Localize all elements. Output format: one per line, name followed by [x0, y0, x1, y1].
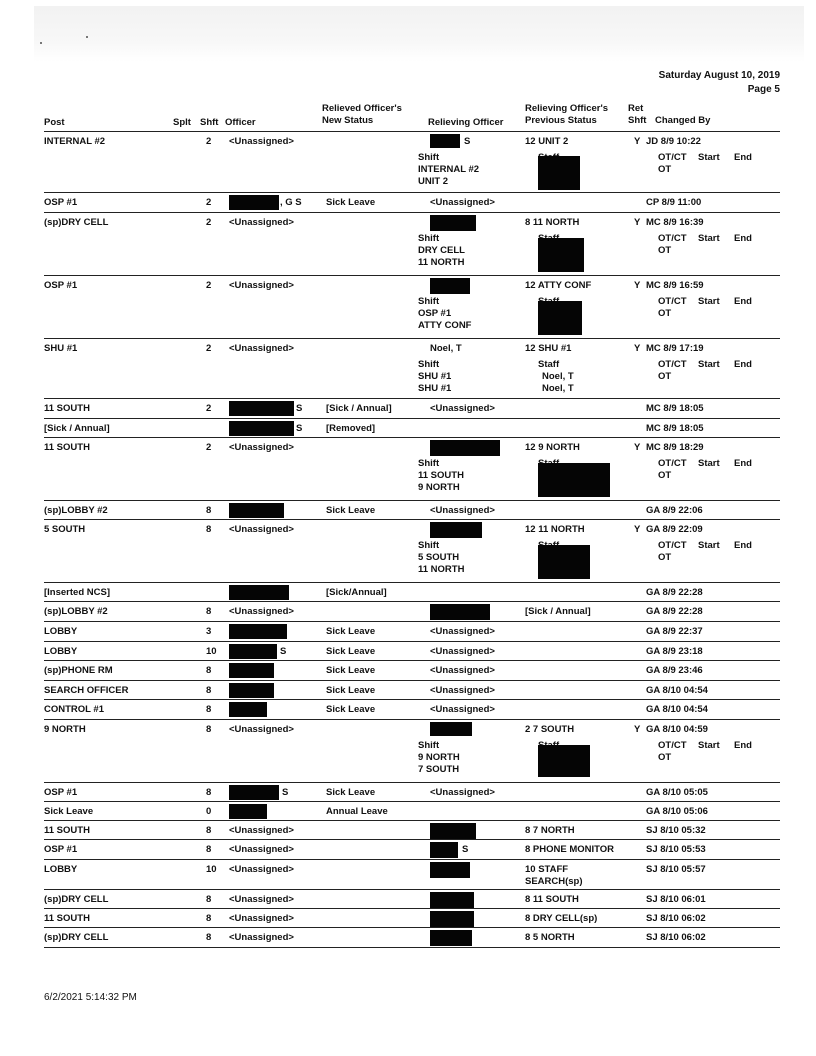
changed-by-cell: CP 8/9 11:00	[646, 197, 702, 208]
officer-suffix: S	[282, 787, 289, 798]
new-status-cell: Sick Leave	[326, 787, 376, 798]
relieving-redaction	[430, 911, 474, 927]
table-row	[44, 860, 780, 890]
scan-shading	[34, 6, 804, 62]
changed-by-cell: MC 8/9 18:05	[646, 423, 704, 434]
col-shft: Shft	[200, 117, 219, 128]
ret-cell: Y	[634, 724, 641, 735]
start-label: Start	[698, 152, 720, 163]
relieving-cell: <Unassigned>	[430, 505, 495, 516]
post-cell: (sp)DRY CELL	[44, 932, 109, 943]
prev-status-cell: 8 5 NORTH	[525, 932, 575, 943]
prev-status-cell: 12 UNIT 2	[525, 136, 569, 147]
ret-cell: Y	[634, 136, 641, 147]
ot-label: OT	[658, 752, 672, 763]
col-post: Post	[44, 117, 65, 128]
col-splt: Splt	[173, 117, 191, 128]
changed-by-cell: GA 8/9 22:28	[646, 587, 703, 598]
shft-cell: 8	[206, 724, 212, 735]
prev-status-cell: 8 PHONE MONITOR	[525, 844, 615, 855]
shift-line: 11 SOUTH	[418, 470, 464, 481]
shift-line: 9 NORTH	[418, 752, 460, 763]
table-row	[44, 193, 780, 213]
shift-line: 7 SOUTH	[418, 764, 460, 775]
changed-by-cell: MC 8/9 16:39	[646, 217, 704, 228]
changed-by-cell: SJ 8/10 05:53	[646, 844, 706, 855]
officer-redaction	[229, 503, 284, 518]
otct-label: OT/CT	[658, 233, 687, 244]
otct-label: OT/CT	[658, 152, 687, 163]
relieving-redaction	[430, 823, 476, 839]
officer-redaction	[229, 195, 279, 210]
start-label: Start	[698, 740, 720, 751]
staff-line: Noel, T	[542, 383, 574, 394]
prev-status-cell: 12 9 NORTH	[525, 442, 580, 453]
shft-cell: 8	[206, 685, 212, 696]
start-label: Start	[698, 359, 720, 370]
end-label: End	[734, 740, 752, 751]
post-cell: (sp)LOBBY #2	[44, 606, 108, 617]
relieving-cell: <Unassigned>	[430, 403, 495, 414]
col-prev-status-2: Previous Status	[525, 115, 597, 126]
officer-redaction	[229, 585, 289, 600]
changed-by-cell: GA 8/10 05:05	[646, 787, 708, 798]
shift-line: 11 NORTH	[418, 257, 465, 268]
officer-redaction	[229, 683, 274, 698]
officer-redaction	[229, 401, 294, 416]
changed-by-cell: GA 8/9 22:06	[646, 505, 703, 516]
relieving-redaction	[430, 440, 500, 456]
relieving-suffix: S	[462, 844, 469, 855]
new-status-cell: Sick Leave	[326, 197, 376, 208]
ret-cell: Y	[634, 280, 641, 291]
post-cell: LOBBY	[44, 626, 78, 637]
table-row	[44, 661, 780, 681]
changed-by-cell: GA 8/10 04:59	[646, 724, 708, 735]
table-row	[44, 132, 780, 193]
shift-label: Shift	[418, 152, 440, 163]
table-row	[44, 642, 780, 661]
shift-label: Shift	[418, 359, 440, 370]
shft-cell: 2	[206, 217, 212, 228]
prev-status-cell-2: SEARCH(sp)	[525, 876, 583, 887]
new-status-cell: Sick Leave	[326, 685, 376, 696]
post-cell: 11 SOUTH	[44, 442, 90, 453]
shft-cell: 2	[206, 442, 212, 453]
ot-label: OT	[658, 552, 672, 563]
post-cell: INTERNAL #2	[44, 136, 106, 147]
start-label: Start	[698, 296, 720, 307]
table-row	[44, 802, 780, 821]
relieving-cell: <Unassigned>	[430, 685, 495, 696]
shift-label: Shift	[418, 296, 440, 307]
col-changed-by: Changed By	[655, 115, 711, 126]
col-prev-status-1: Relieving Officer's	[525, 103, 609, 114]
staff-label: Staff	[538, 359, 560, 370]
table-row	[44, 399, 780, 419]
prev-status-cell: 8 DRY CELL(sp)	[525, 913, 598, 924]
prev-status-cell: 8 11 SOUTH	[525, 894, 579, 905]
officer-cell: <Unassigned>	[229, 913, 294, 924]
officer-cell: <Unassigned>	[229, 724, 294, 735]
post-cell: CONTROL #1	[44, 704, 105, 715]
ot-label: OT	[658, 245, 672, 256]
table-row	[44, 890, 780, 909]
end-label: End	[734, 296, 752, 307]
shft-cell: 8	[206, 524, 212, 535]
officer-cell: <Unassigned>	[229, 524, 294, 535]
staff-redaction	[538, 463, 610, 497]
relieving-redaction	[430, 604, 490, 620]
table-row	[44, 438, 780, 501]
changed-by-cell: GA 8/9 23:46	[646, 665, 703, 676]
end-label: End	[734, 458, 752, 469]
relieving-redaction	[430, 892, 474, 908]
officer-redaction	[229, 644, 277, 659]
post-cell: 9 NORTH	[44, 724, 86, 735]
new-status-cell: Sick Leave	[326, 626, 376, 637]
post-cell: LOBBY	[44, 646, 78, 657]
end-label: End	[734, 233, 752, 244]
report-date: Saturday August 10, 2019	[658, 70, 780, 81]
otct-label: OT/CT	[658, 540, 687, 551]
table-row	[44, 213, 780, 276]
shft-cell: 8	[206, 844, 212, 855]
post-cell: SEARCH OFFICER	[44, 685, 129, 696]
staff-redaction	[538, 301, 582, 335]
officer-cell: <Unassigned>	[229, 217, 294, 228]
shift-label: Shift	[418, 540, 440, 551]
col-ret-1: Ret	[628, 103, 644, 114]
relieving-cell: <Unassigned>	[430, 626, 495, 637]
shft-cell: 8	[206, 913, 212, 924]
shft-cell: 3	[206, 626, 212, 637]
shft-cell: 8	[206, 505, 212, 516]
table-row	[44, 909, 780, 928]
prev-status-cell: [Sick / Annual]	[525, 606, 591, 617]
new-status-cell: Sick Leave	[326, 665, 376, 676]
new-status-cell: Sick Leave	[326, 704, 376, 715]
officer-cell: <Unassigned>	[229, 932, 294, 943]
otct-label: OT/CT	[658, 296, 687, 307]
scan-speck	[86, 36, 88, 38]
table-row	[44, 700, 780, 720]
start-label: Start	[698, 458, 720, 469]
changed-by-cell: MC 8/9 17:19	[646, 343, 704, 354]
ret-cell: Y	[634, 217, 641, 228]
relieving-redaction	[430, 134, 460, 148]
col-relieved-status-2: New Status	[322, 115, 374, 126]
ret-cell: Y	[634, 524, 641, 535]
officer-redaction	[229, 702, 267, 717]
relieving-redaction	[430, 278, 470, 294]
new-status-cell: [Sick / Annual]	[326, 403, 392, 414]
shft-cell: 10	[206, 864, 217, 875]
ot-label: OT	[658, 164, 672, 175]
shift-line: INTERNAL #2	[418, 164, 480, 175]
shift-line: 9 NORTH	[418, 482, 460, 493]
scan-speck	[40, 42, 42, 44]
shift-label: Shift	[418, 458, 440, 469]
relieving-redaction	[430, 215, 476, 231]
relieving-cell: <Unassigned>	[430, 646, 495, 657]
ret-cell: Y	[634, 442, 641, 453]
prev-status-cell: 8 11 NORTH	[525, 217, 580, 228]
page-number: Page 5	[747, 84, 780, 95]
changed-by-cell: SJ 8/10 06:01	[646, 894, 706, 905]
post-cell: 11 SOUTH	[44, 825, 90, 836]
shft-cell: 2	[206, 280, 212, 291]
officer-cell: <Unassigned>	[229, 864, 294, 875]
shift-line: 11 NORTH	[418, 564, 465, 575]
shift-line: DRY CELL	[418, 245, 465, 256]
shft-cell: 8	[206, 704, 212, 715]
shft-cell: 8	[206, 932, 212, 943]
changed-by-cell: GA 8/9 22:37	[646, 626, 703, 637]
table-row	[44, 681, 780, 700]
staff-redaction	[538, 238, 584, 272]
officer-suffix: S	[296, 423, 303, 434]
shift-line: SHU #1	[418, 383, 452, 394]
new-status-cell: Sick Leave	[326, 505, 376, 516]
post-cell: 5 SOUTH	[44, 524, 86, 535]
relieving-redaction	[430, 862, 470, 878]
staff-line: Noel, T	[542, 371, 574, 382]
ot-label: OT	[658, 371, 672, 382]
shft-cell: 0	[206, 806, 212, 817]
post-cell: OSP #1	[44, 197, 78, 208]
prev-status-cell: 10 STAFF	[525, 864, 569, 875]
table-row	[44, 720, 780, 783]
changed-by-cell: GA 8/10 04:54	[646, 704, 708, 715]
post-cell: 11 SOUTH	[44, 913, 90, 924]
relieving-cell: <Unassigned>	[430, 704, 495, 715]
shft-cell: 8	[206, 825, 212, 836]
relieving-redaction	[430, 930, 472, 946]
shft-cell: 10	[206, 646, 217, 657]
post-cell: OSP #1	[44, 844, 78, 855]
col-officer: Officer	[225, 117, 256, 128]
prev-status-cell: 8 7 NORTH	[525, 825, 575, 836]
prev-status-cell: 2 7 SOUTH	[525, 724, 575, 735]
relieving-cell: <Unassigned>	[430, 197, 495, 208]
col-ret-2: Shft	[628, 115, 647, 126]
officer-cell: <Unassigned>	[229, 825, 294, 836]
post-cell: (sp)DRY CELL	[44, 217, 109, 228]
officer-redaction	[229, 804, 267, 819]
ot-label: OT	[658, 308, 672, 319]
table-row	[44, 501, 780, 520]
relieving-cell: <Unassigned>	[430, 665, 495, 676]
officer-cell: <Unassigned>	[229, 280, 294, 291]
post-cell: SHU #1	[44, 343, 78, 354]
officer-cell: <Unassigned>	[229, 894, 294, 905]
shft-cell: 2	[206, 403, 212, 414]
new-status-cell: [Removed]	[326, 423, 376, 434]
end-label: End	[734, 540, 752, 551]
table-row	[44, 928, 780, 948]
relieving-cell: Noel, T	[430, 343, 462, 354]
officer-cell: <Unassigned>	[229, 844, 294, 855]
post-cell: (sp)DRY CELL	[44, 894, 109, 905]
shft-cell: 2	[206, 136, 212, 147]
post-cell: (sp)PHONE RM	[44, 665, 113, 676]
ret-cell: Y	[634, 343, 641, 354]
officer-cell: <Unassigned>	[229, 343, 294, 354]
changed-by-cell: SJ 8/10 06:02	[646, 932, 706, 943]
relieving-redaction	[430, 522, 482, 538]
table-row	[44, 276, 780, 339]
post-cell: [Sick / Annual]	[44, 423, 110, 434]
col-relieving-officer: Relieving Officer	[428, 117, 504, 128]
changed-by-cell: SJ 8/10 05:32	[646, 825, 706, 836]
shift-line: 5 SOUTH	[418, 552, 460, 563]
shft-cell: 8	[206, 606, 212, 617]
changed-by-cell: MC 8/9 18:29	[646, 442, 704, 453]
officer-cell: <Unassigned>	[229, 136, 294, 147]
start-label: Start	[698, 540, 720, 551]
officer-redaction	[229, 421, 294, 436]
changed-by-cell: SJ 8/10 06:02	[646, 913, 706, 924]
staff-redaction	[538, 745, 590, 777]
relieving-redaction	[430, 842, 458, 858]
table-row	[44, 583, 780, 602]
shift-label: Shift	[418, 233, 440, 244]
table-row	[44, 602, 780, 622]
post-cell: [Inserted NCS]	[44, 587, 110, 598]
prev-status-cell: 12 11 NORTH	[525, 524, 585, 535]
post-cell: Sick Leave	[44, 806, 94, 817]
relieving-suffix: S	[464, 136, 471, 147]
post-cell: 11 SOUTH	[44, 403, 90, 414]
table-row	[44, 419, 780, 438]
end-label: End	[734, 152, 752, 163]
shift-line: OSP #1	[418, 308, 452, 319]
post-cell: OSP #1	[44, 280, 78, 291]
shift-line: SHU #1	[418, 371, 452, 382]
print-timestamp: 6/2/2021 5:14:32 PM	[44, 992, 137, 1003]
changed-by-cell: JD 8/9 10:22	[646, 136, 701, 147]
officer-suffix: S	[296, 403, 303, 414]
changed-by-cell: MC 8/9 16:59	[646, 280, 704, 291]
staff-redaction	[538, 545, 590, 579]
changed-by-cell: GA 8/10 04:54	[646, 685, 708, 696]
officer-redaction	[229, 663, 274, 678]
table-row	[44, 520, 780, 583]
prev-status-cell: 12 ATTY CONF	[525, 280, 592, 291]
changed-by-cell: SJ 8/10 05:57	[646, 864, 706, 875]
relieving-redaction	[430, 722, 472, 736]
table-row	[44, 840, 780, 860]
staff-redaction	[538, 156, 580, 190]
changed-by-cell: GA 8/9 22:09	[646, 524, 703, 535]
prev-status-cell: 12 SHU #1	[525, 343, 572, 354]
officer-suffix: , G S	[280, 197, 302, 208]
officer-redaction	[229, 785, 279, 800]
otct-label: OT/CT	[658, 458, 687, 469]
table-row	[44, 622, 780, 642]
shift-label: Shift	[418, 740, 440, 751]
officer-redaction	[229, 624, 287, 639]
shft-cell: 2	[206, 343, 212, 354]
relieving-cell: <Unassigned>	[430, 787, 495, 798]
ot-label: OT	[658, 470, 672, 481]
shft-cell: 2	[206, 197, 212, 208]
shift-line: UNIT 2	[418, 176, 449, 187]
end-label: End	[734, 359, 752, 370]
changed-by-cell: GA 8/10 05:06	[646, 806, 708, 817]
post-cell: (sp)LOBBY #2	[44, 505, 108, 516]
new-status-cell: Sick Leave	[326, 646, 376, 657]
otct-label: OT/CT	[658, 740, 687, 751]
new-status-cell: [Sick/Annual]	[326, 587, 387, 598]
otct-label: OT/CT	[658, 359, 687, 370]
officer-cell: <Unassigned>	[229, 442, 294, 453]
changed-by-cell: GA 8/9 22:28	[646, 606, 703, 617]
table-row	[44, 339, 780, 399]
changed-by-cell: MC 8/9 18:05	[646, 403, 704, 414]
shft-cell: 8	[206, 787, 212, 798]
shft-cell: 8	[206, 894, 212, 905]
new-status-cell: Annual Leave	[326, 806, 388, 817]
shift-line: ATTY CONF	[418, 320, 472, 331]
col-relieved-status-1: Relieved Officer's	[322, 103, 402, 114]
shft-cell: 8	[206, 665, 212, 676]
post-cell: OSP #1	[44, 787, 78, 798]
start-label: Start	[698, 233, 720, 244]
post-cell: LOBBY	[44, 864, 78, 875]
table-row	[44, 783, 780, 802]
table-row	[44, 821, 780, 840]
officer-suffix: S	[280, 646, 287, 657]
changed-by-cell: GA 8/9 23:18	[646, 646, 703, 657]
officer-cell: <Unassigned>	[229, 606, 294, 617]
